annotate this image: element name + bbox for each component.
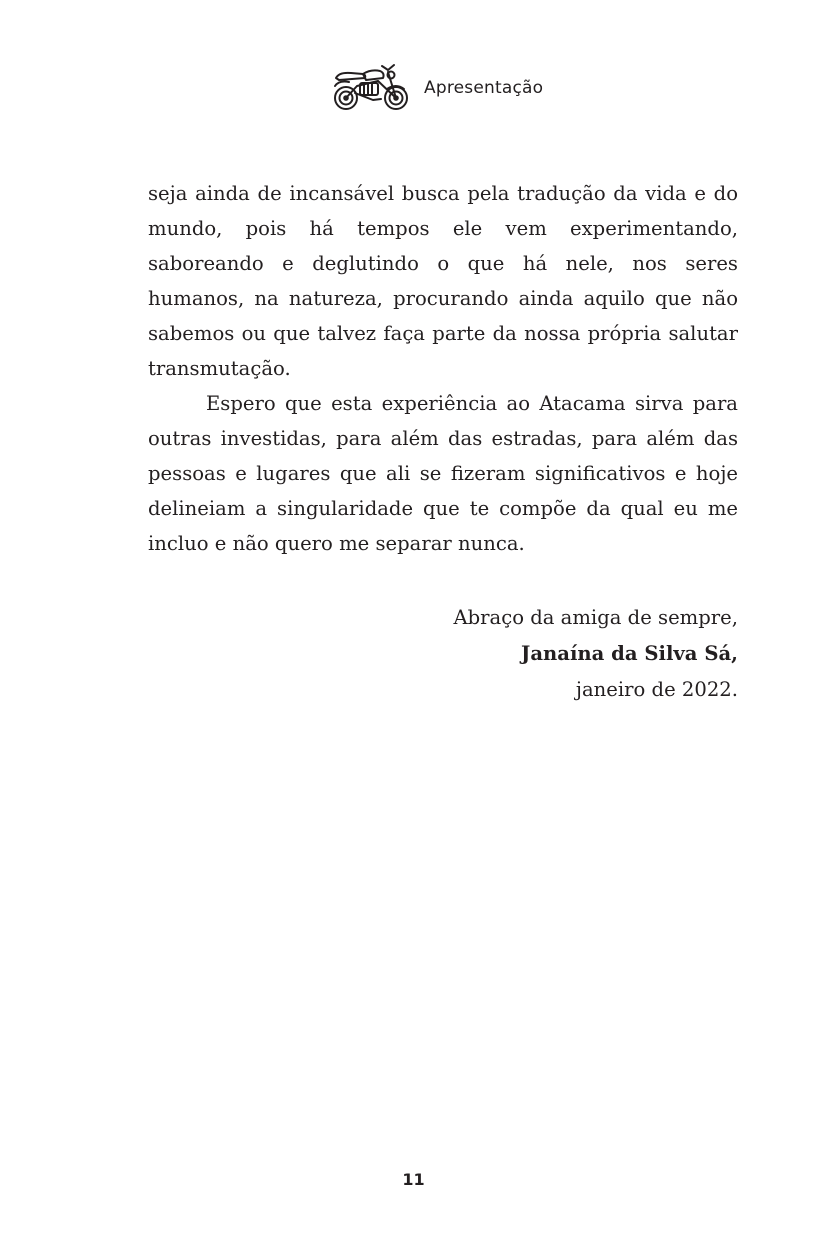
motorcycle-icon (333, 56, 409, 112)
closing-line: Abraço da amiga de sempre, (453, 606, 738, 629)
signature-date: janeiro de 2022. (575, 678, 738, 701)
signature-name: Janaína da Silva Sá, (521, 642, 738, 665)
body-text (148, 176, 738, 561)
header-title: Apresentação (424, 78, 544, 98)
paragraph: seja ainda de incansável busca pela tradução da vida e do mundo, pois há tempos ele vem experimentando, saboreando e deglutindo o que há nele, nos seres humanos, na natureza, procurando ainda aquilo que não sabemos ou que talvez faça parte da nossa própria salutar transmutação. (148, 182, 738, 380)
signature-block (278, 600, 738, 708)
running-header (0, 52, 827, 116)
paragraph: Espero que esta experiência ao Atacama sirva para outras investidas, para além das estradas, para além das pessoas e lugares que ali se fizeram significativos e hoje delineiam a singularidade que te compõe da qual eu me incluo e não quero me separar nunca. (148, 392, 738, 555)
page-number: 11 (402, 1170, 425, 1189)
